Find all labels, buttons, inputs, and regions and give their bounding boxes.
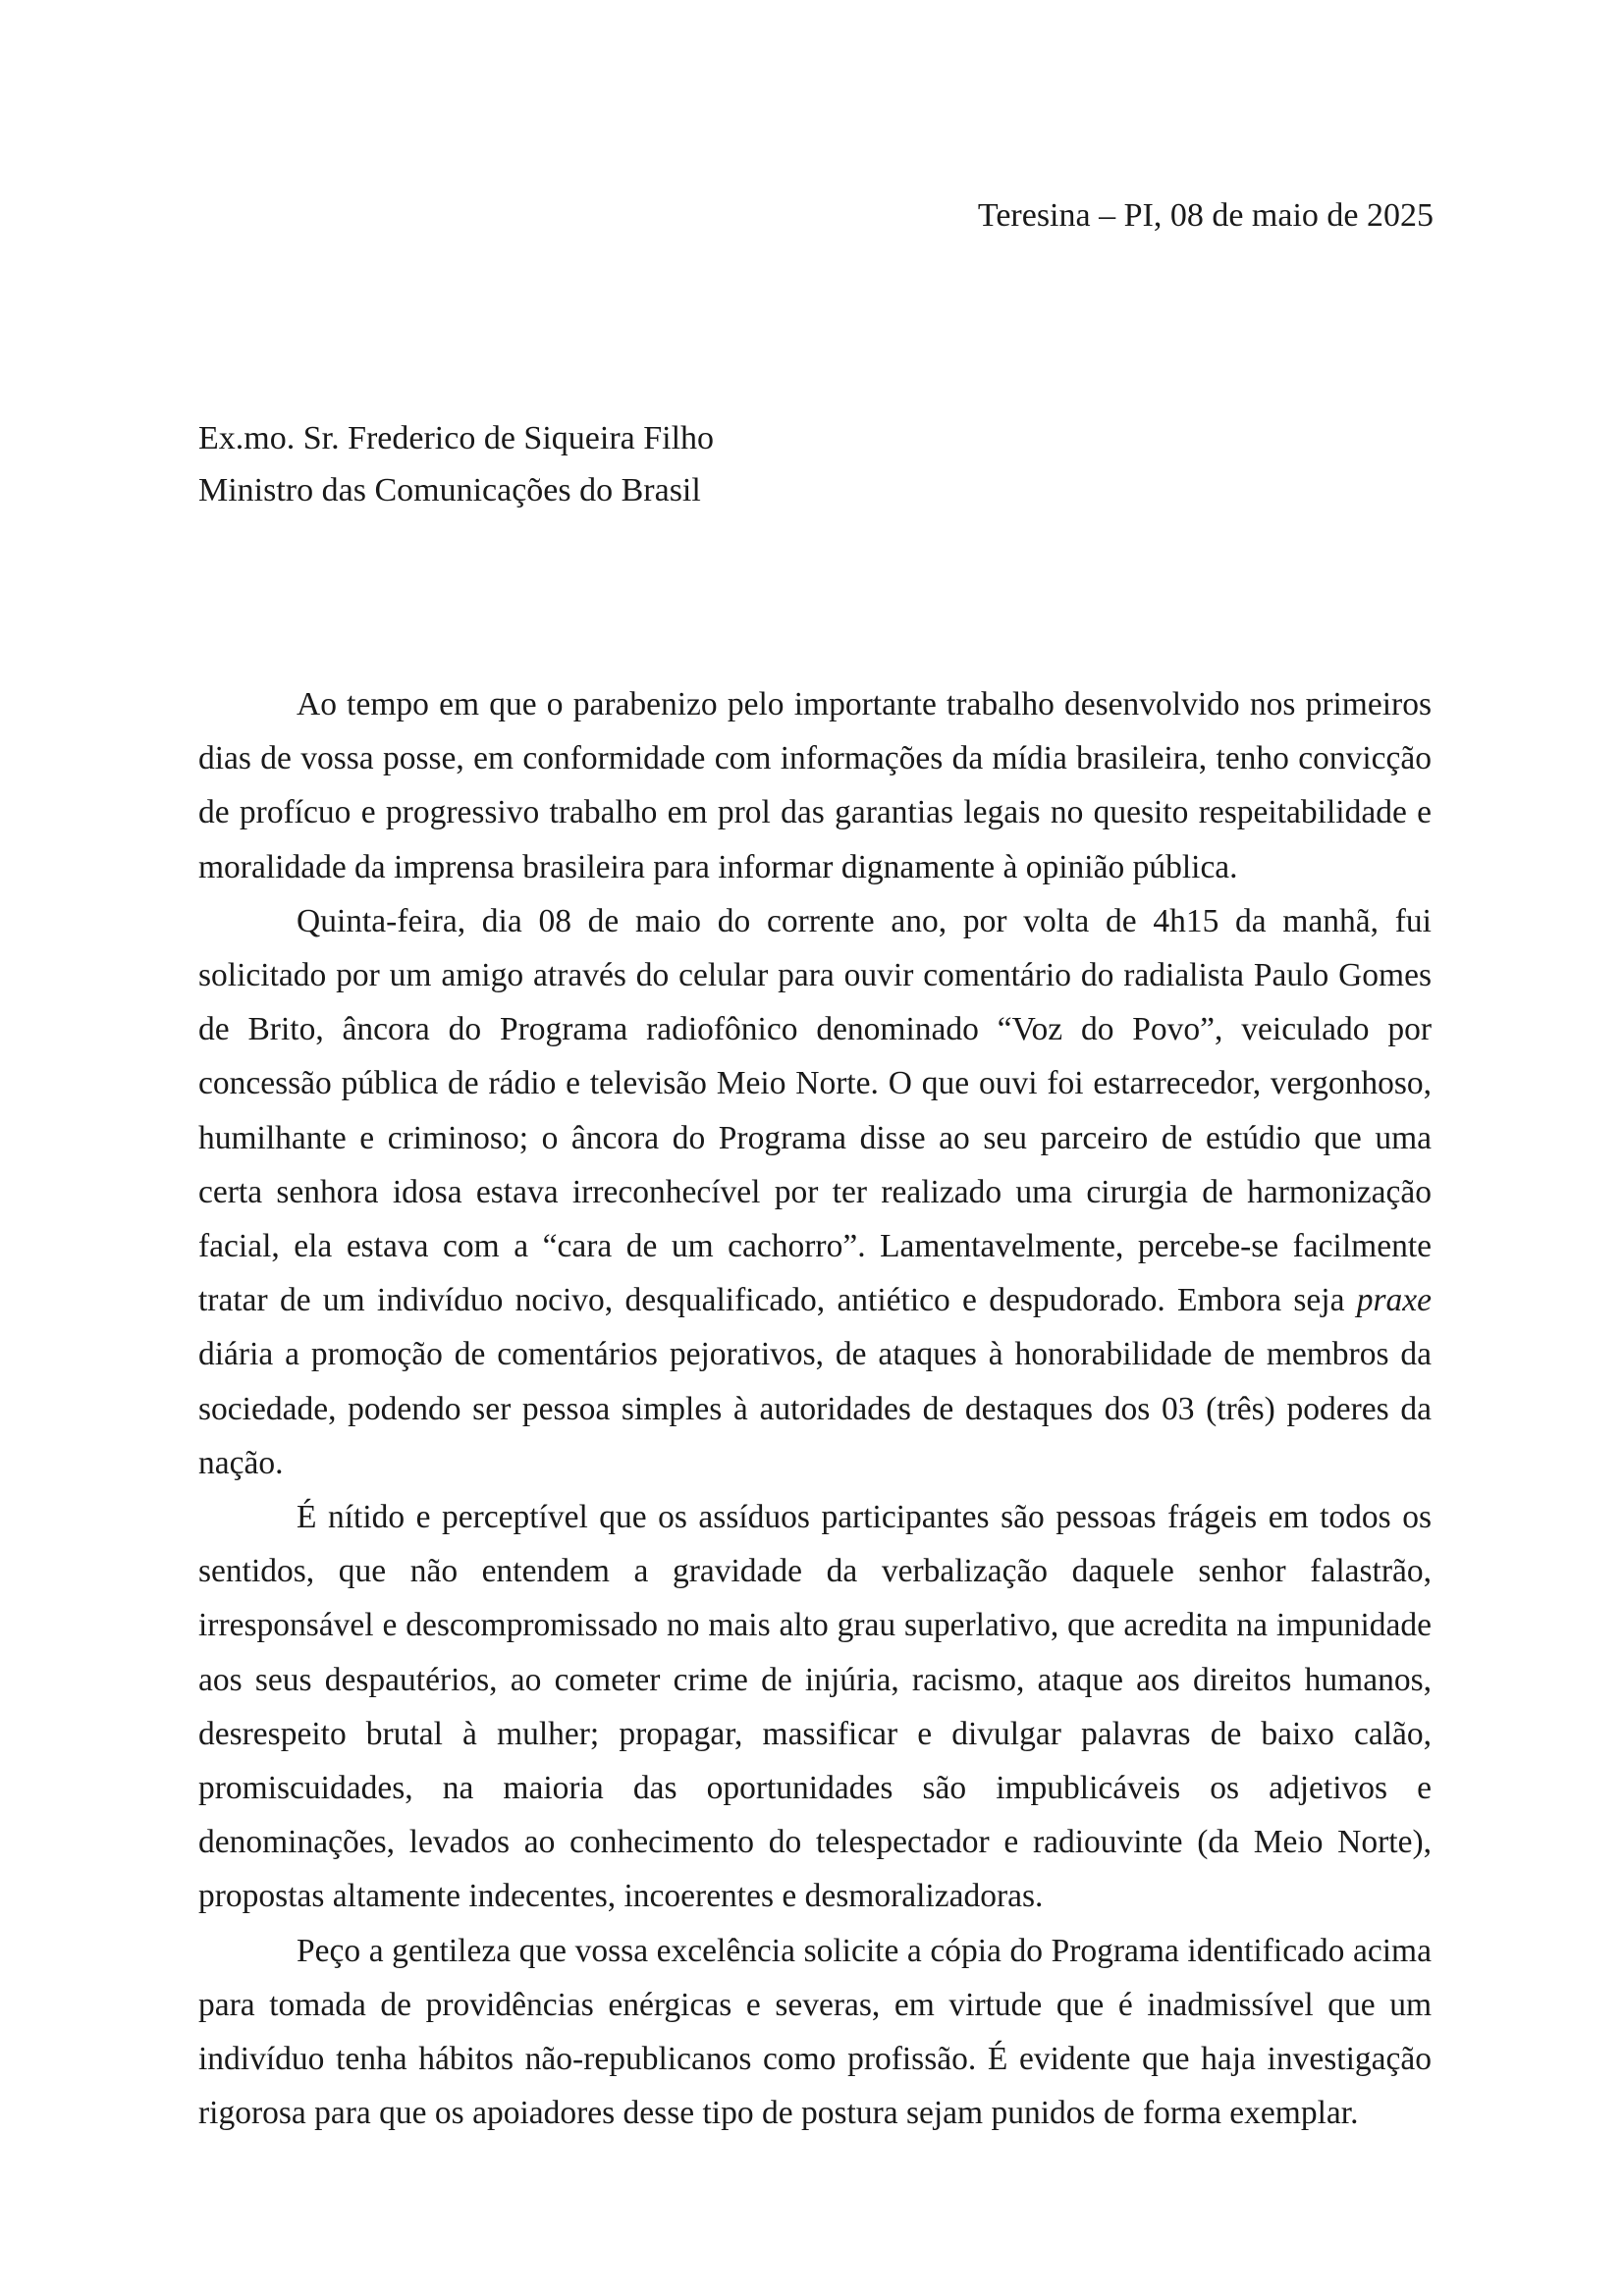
body-paragraph-1: Ao tempo em que o parabenizo pelo importante trabalho desenvolvido nos primeiros dias de vossa posse, em conformidade com informações da mídia brasileira, tenho convicção de profícuo e progressivo trabalho em prol das garantias legais no quesito respeitabilidade e moralidade da imprensa brasileira para informar dignamente à opinião pública. bbox=[198, 686, 1432, 885]
body-paragraph-2-italic-word: praxe bbox=[1356, 1282, 1432, 1319]
recipient-block bbox=[198, 412, 714, 516]
place-date: Teresina – PI, 08 de maio de 2025 bbox=[977, 197, 1434, 234]
body-paragraph-4: Peço a gentileza que vossa excelência solicite a cópia do Programa identificado acima para tomada de providências enérgicas e severas, em virtude que é inadmissível que um indivíduo tenha hábitos não-republicanos como profissão. É evidente que haja investigação rigorosa para que os apoiadores desse tipo de postura sejam punidos de forma exemplar. bbox=[198, 1932, 1432, 2132]
body-paragraph-2 bbox=[198, 894, 1432, 1490]
body-paragraph-3: É nítido e perceptível que os assíduos participantes são pessoas frágeis em todos os sentidos, que não entendem a gravidade da verbalização daquele senhor falastrão, irresponsável e descompromissado no mais alto grau superlativo, que acredita na impunidade aos seus despautérios, ao cometer crime de injúria, racismo, ataque aos direitos humanos, desrespeito brutal à mulher; propagar, massificar e divulgar palavras de baixo calão, promiscuidades, na maioria das oportunidades são impublicáveis os adjetivos e denominações, levados ao conhecimento do telespectador e radiouvinte (da Meio Norte), propostas altamente indecentes, incoerentes e desmoralizadoras. bbox=[198, 1499, 1432, 1915]
body-paragraph-2-start: Quinta-feira, dia 08 de maio do corrente ano, por volta de 4h15 da manhã, fui solicitado por um amigo através do celular para ouvir comentário do radialista Paulo Gomes de Brito, âncora do Programa radiofônico denominado “Voz do Povo”, veiculado por concessão pública de rádio e televisão Meio Norte. O que ouvi foi estarrecedor, vergonhoso, humilhante e criminoso; o âncora do Programa disse ao seu parceiro de estúdio que uma certa senhora idosa estava irreconhecível por ter realizado uma cirurgia de harmonização facial, ela estava com a “cara de um cachorro”. Lamentavelmente, percebe-se facilmente tratar de um indivíduo nocivo, desqualificado, antiético e despudorado. Embora seja bbox=[198, 902, 1432, 1319]
body-paragraph-2-end: diária a promoção de comentários pejorativos, de ataques à honorabilidade de membros da sociedade, podendo ser pessoa simples à autoridades de destaques dos 03 (três) poderes da nação. bbox=[198, 1336, 1432, 1481]
recipient-title: Ministro das Comunicações do Brasil bbox=[198, 472, 701, 508]
recipient-name: Ex.mo. Sr. Frederico de Siqueira Filho bbox=[198, 420, 715, 456]
letter-body bbox=[198, 677, 1432, 2140]
